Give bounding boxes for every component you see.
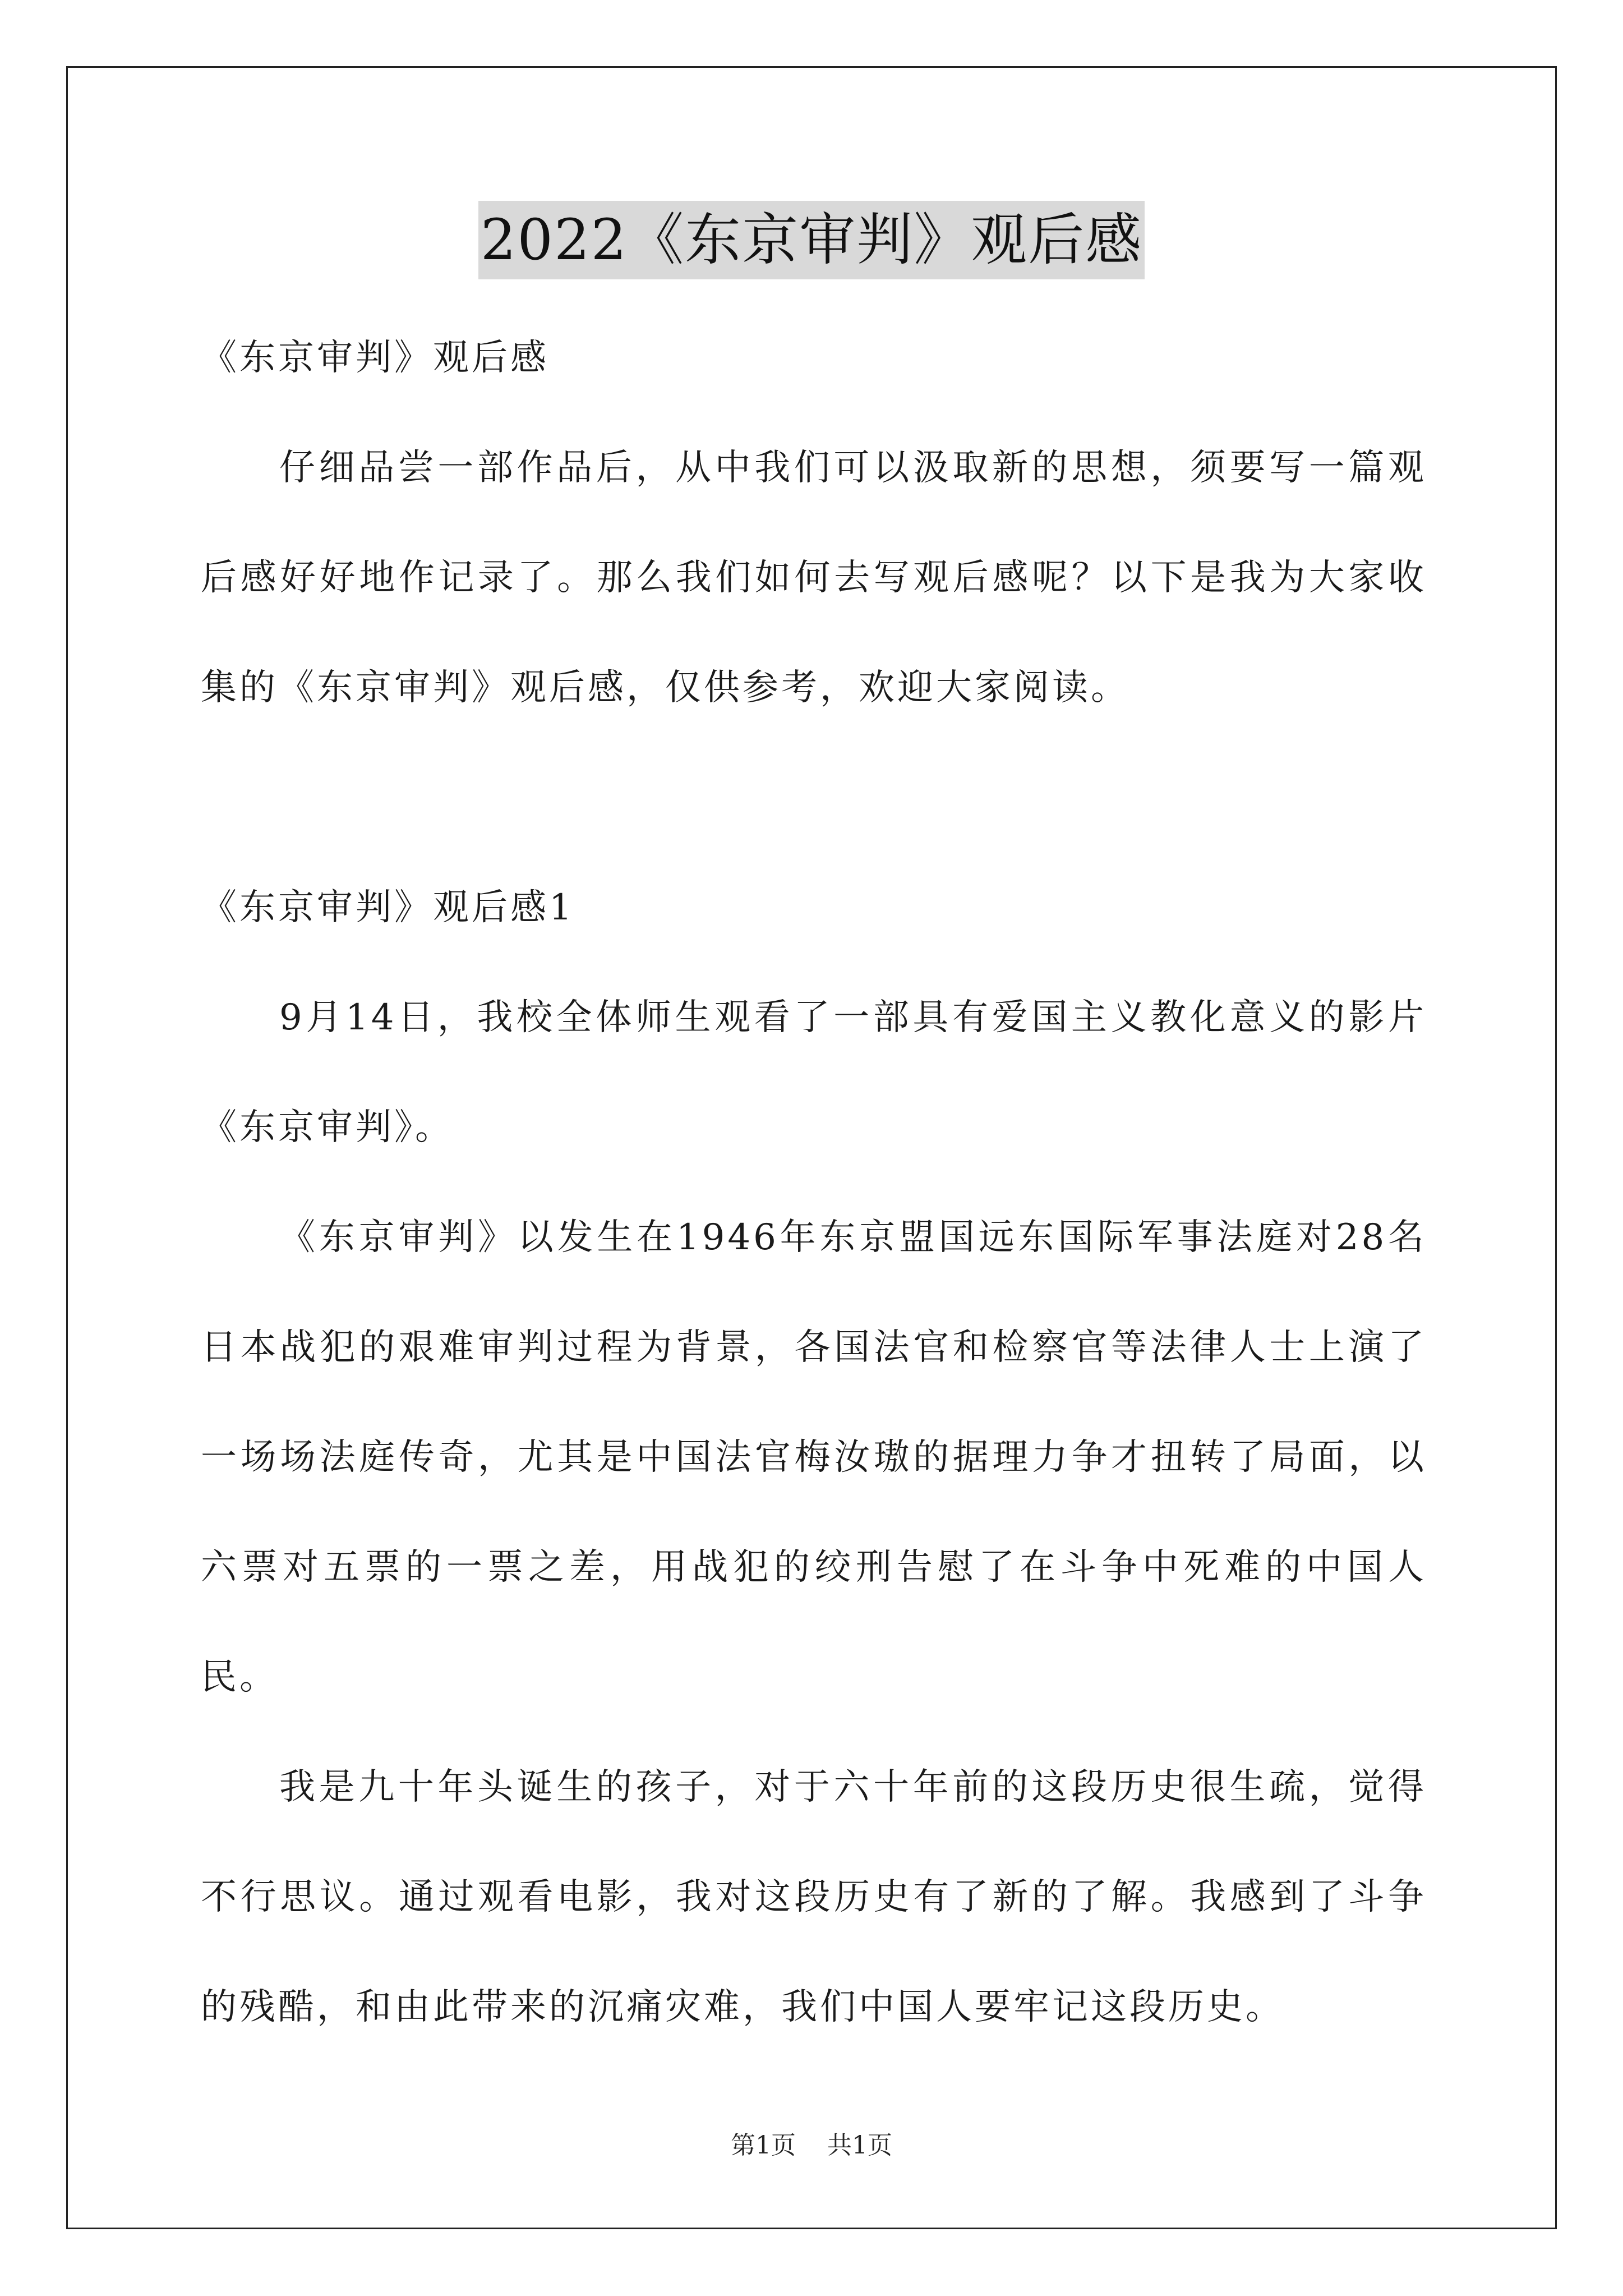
section-spacer [201, 743, 1427, 853]
body-paragraph-1: 9月14日，我校全体师生观看了一部具有爱国主义教化意义的影片《东京审判》。 [201, 997, 1427, 1148]
body-paragraph-2: 《东京审判》以发生在1946年东京盟国远东国际军事法庭对28名日本战犯的艰难审判过程为背景，各国法官和检察官等法律人士上演了一场场法庭传奇，尤其是中国法官梅汝璈的据理力争才扭转了局面，以六票对五票的一票之差，用战犯的绞刑告慰了在斗争中死难的中国人民。 [201, 1217, 1427, 1698]
section-heading: 《东京审判》观后感1 [201, 887, 575, 928]
page-footer [0, 2129, 1623, 2162]
page-number: 第1页 [731, 2131, 796, 2160]
document-body [201, 303, 1427, 2062]
intro-paragraph: 仔细品尝一部作品后，从中我们可以汲取新的思想，须要写一篇观后感好好地作记录了。那么我们如何去写观后感呢？以下是我为大家收集的《东京审判》观后感，仅供参考，欢迎大家阅读。 [201, 447, 1427, 708]
title-container [0, 201, 1623, 279]
page-total: 共1页 [827, 2131, 892, 2160]
document-title[interactable]: 2022《东京审判》观后感 [478, 201, 1145, 279]
subtitle: 《东京审判》观后感 [201, 337, 549, 379]
body-paragraph-3: 我是九十年头诞生的孩子，对于六十年前的这段历史很生疏，觉得不行思议。通过观看电影，我对这段历史有了新的了解。我感到了斗争的残酷，和由此带来的沉痛灾难，我们中国人要牢记这段历史。 [201, 1766, 1427, 2028]
